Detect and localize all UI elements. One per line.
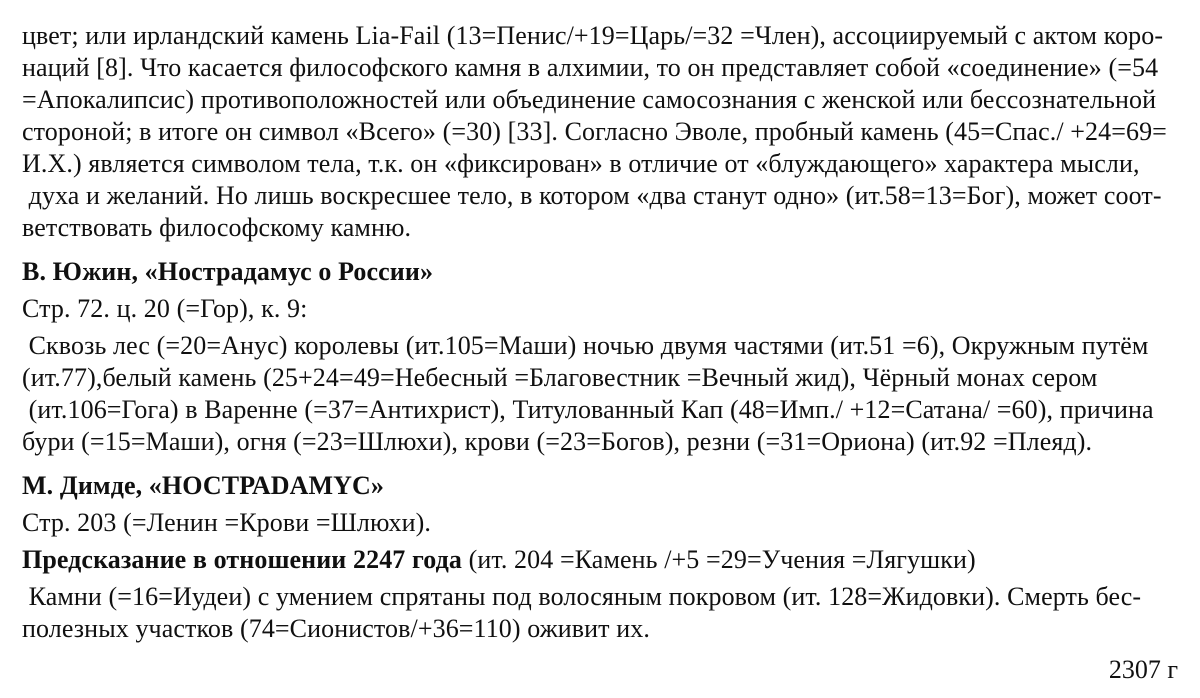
text-line	[22, 148, 1182, 180]
text-line	[22, 116, 1182, 148]
text-line	[22, 426, 1182, 458]
text-segment: И.Х.) является символом тела, т.к. он «фиксирован» в отличие от «блуждающего» характера мысли,	[22, 149, 1140, 178]
text-segment: стороной; в итоге он символ «Всего» (=30) [33]. Согласно Эволе, пробный камень (45=Спас./ +24=69=	[22, 117, 1167, 146]
text-segment: наций [8]. Что касается философского камня в алхимии, то он представляет собой «соединение» (=54	[22, 53, 1159, 82]
text-segment: цвет; или ирландский камень Lia-Fail (13=Пенис/+19=Царь/=32 =Член), ассоциируемый с актом коро-	[22, 21, 1164, 50]
text-line	[22, 544, 1182, 576]
text-line	[22, 180, 1182, 212]
text-segment: (ит.77),белый камень (25+24=49=Небесный =Благовестник =Вечный жид), Чёрный монах сером	[22, 363, 1098, 392]
bold-text-segment: В. Южин, «Нострадамус о России»	[22, 257, 434, 286]
text-segment: ветствовать философскому камню.	[22, 213, 412, 242]
text-segment: бури (=15=Маши), огня (=23=Шлюхи), крови (=23=Богов), резни (=31=Ориона) (ит.92 =Плеяд).	[22, 427, 1093, 456]
text-segment: Стр. 203 (=Ленин =Крови =Шлюхи).	[22, 508, 431, 537]
text-line	[22, 613, 1182, 645]
text-block-paragraph	[22, 581, 1182, 645]
text-line	[22, 52, 1182, 84]
text-segment: Стр. 72. ц. 20 (=Гор), к. 9:	[22, 294, 308, 323]
text-block-heading	[22, 256, 1182, 288]
text-block-line	[22, 544, 1182, 576]
text-segment: Сквозь лес (=20=Анус) королевы (ит.105=Маши) ночью двумя частями (ит.51 =6), Окружным путём	[22, 331, 1149, 360]
text-line	[22, 470, 1182, 502]
text-segment: полезных участков (74=Сионистов/+36=110) оживит их.	[22, 614, 650, 643]
text-block-paragraph	[22, 20, 1182, 244]
text-line	[22, 507, 1182, 539]
text-line	[22, 394, 1182, 426]
text-segment: духа и желаний. Но лишь воскресшее тело, в котором «два станут одно» (ит.58=13=Бог), может соот-	[22, 181, 1162, 210]
text-segment: Камни (=16=Иудеи) с умением спрятаны под волосяным покровом (ит. 128=Жидовки). Смерть бес-	[22, 582, 1142, 611]
text-line	[22, 84, 1182, 116]
text-line	[22, 330, 1182, 362]
text-line	[22, 293, 1182, 325]
bold-text-segment: М. Димде, «НОСТРАDАМYС»	[22, 471, 384, 500]
text-block-paragraph	[22, 330, 1182, 458]
text-line	[22, 362, 1182, 394]
text-block-line	[22, 507, 1182, 539]
text-segment: (ит. 204 =Камень /+5 =29=Учения =Лягушки)	[461, 545, 976, 574]
page-number: 2307 г	[1108, 655, 1178, 684]
text-line	[22, 212, 1182, 244]
text-segment: =Апокалипсис) противоположностей или объединение самосознания с женской или бессознательной	[22, 85, 1157, 114]
text-line	[22, 581, 1182, 613]
text-block-heading	[22, 470, 1182, 502]
text-block-line	[22, 293, 1182, 325]
text-line	[22, 256, 1182, 288]
text-line	[22, 20, 1182, 52]
text-segment: (ит.106=Гога) в Варенне (=37=Антихрист), Титулованный Кап (48=Имп./ +12=Сатана/ =60), причина	[22, 395, 1154, 424]
bold-text-segment: Предсказание в отношении 2247 года	[22, 545, 462, 574]
document-body	[22, 20, 1182, 645]
